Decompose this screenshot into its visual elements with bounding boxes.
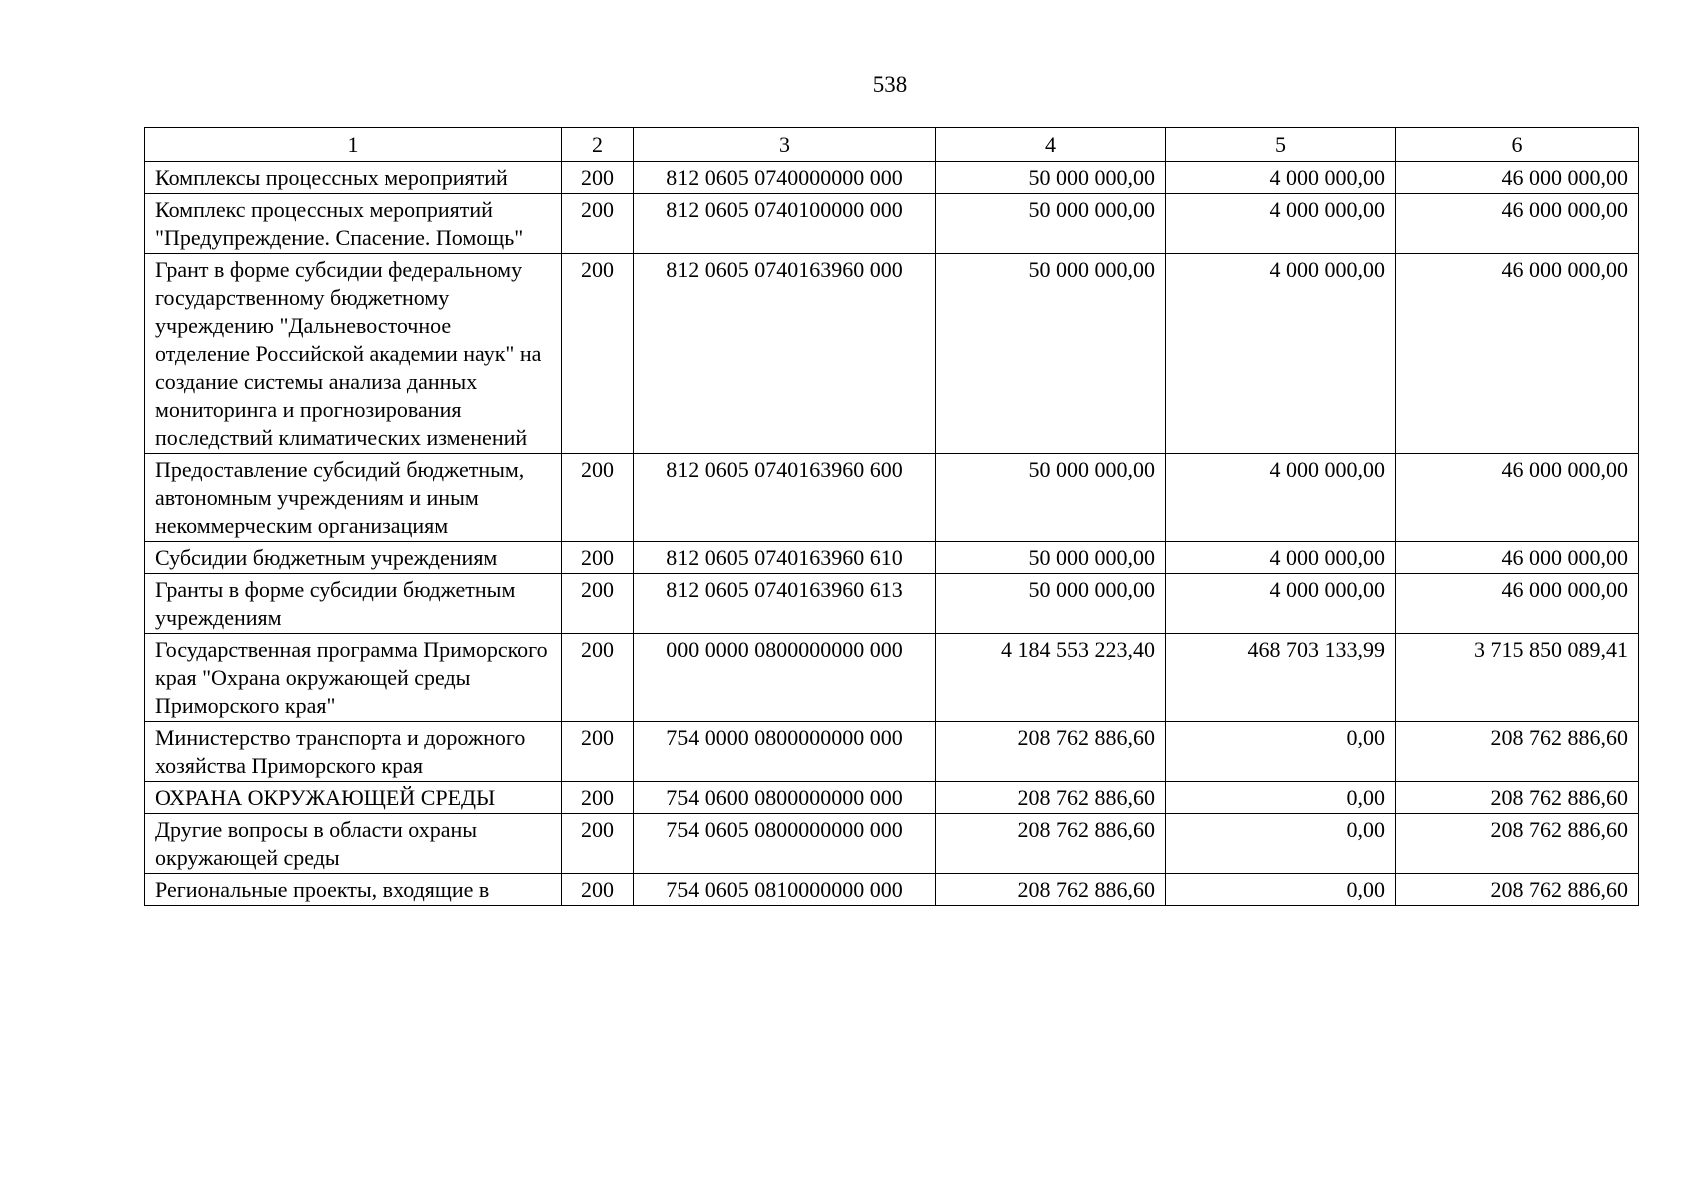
- row-amount-5: 4 000 000,00: [1166, 574, 1396, 634]
- table-row: [145, 162, 1639, 194]
- row-amount-5: 4 000 000,00: [1166, 454, 1396, 542]
- row-amount-6: 208 762 886,60: [1396, 874, 1639, 906]
- row-kbk: 754 0600 0800000000 000: [634, 782, 936, 814]
- row-amount-6: 3 715 850 089,41: [1396, 634, 1639, 722]
- row-amount-5: 4 000 000,00: [1166, 162, 1396, 194]
- row-amount-4: 50 000 000,00: [936, 254, 1166, 454]
- row-name: Грант в форме субсидии федеральному государственному бюджетному учреждению "Дальневосточное отделение Российской академии наук" на создание системы анализа данных мониторинга и прогнозирования последствий климатических изменений: [145, 254, 562, 454]
- page-number: 538: [872, 72, 908, 97]
- row-kbk: 812 0605 0740163960 610: [634, 542, 936, 574]
- row-amount-4: 50 000 000,00: [936, 162, 1166, 194]
- table-row: [145, 542, 1639, 574]
- row-amount-5: 0,00: [1166, 874, 1396, 906]
- row-name: Гранты в форме субсидии бюджетным учреждениям: [145, 574, 562, 634]
- row-amount-6: 46 000 000,00: [1396, 454, 1639, 542]
- column-header-2: 2: [562, 128, 634, 162]
- row-name: Предоставление субсидий бюджетным, автономным учреждениям и иным некоммерческим организациям: [145, 454, 562, 542]
- table-header-row: [145, 128, 1639, 162]
- row-name: ОХРАНА ОКРУЖАЮЩЕЙ СРЕДЫ: [145, 782, 562, 814]
- row-amount-6: 46 000 000,00: [1396, 162, 1639, 194]
- row-kbk: 812 0605 0740163960 600: [634, 454, 936, 542]
- row-code: 200: [562, 782, 634, 814]
- row-name: Другие вопросы в области охраны окружающей среды: [145, 814, 562, 874]
- row-amount-4: 208 762 886,60: [936, 722, 1166, 782]
- column-header-1: 1: [145, 128, 562, 162]
- row-code: 200: [562, 542, 634, 574]
- row-name: Субсидии бюджетным учреждениям: [145, 542, 562, 574]
- table-row: [145, 874, 1639, 906]
- table-row: [145, 254, 1639, 454]
- row-amount-4: 208 762 886,60: [936, 782, 1166, 814]
- table-row: [145, 194, 1639, 254]
- row-amount-4: 208 762 886,60: [936, 874, 1166, 906]
- column-header-6: 6: [1396, 128, 1639, 162]
- table-row: [145, 454, 1639, 542]
- row-code: 200: [562, 634, 634, 722]
- row-name: Комплексы процессных мероприятий: [145, 162, 562, 194]
- column-header-5: 5: [1166, 128, 1396, 162]
- column-header-4: 4: [936, 128, 1166, 162]
- row-kbk: 812 0605 0740163960 613: [634, 574, 936, 634]
- row-amount-6: 46 000 000,00: [1396, 542, 1639, 574]
- row-amount-4: 50 000 000,00: [936, 542, 1166, 574]
- table-row: [145, 634, 1639, 722]
- row-code: 200: [562, 814, 634, 874]
- table-row: [145, 722, 1639, 782]
- row-amount-4: 208 762 886,60: [936, 814, 1166, 874]
- row-code: 200: [562, 194, 634, 254]
- row-code: 200: [562, 254, 634, 454]
- row-amount-6: 46 000 000,00: [1396, 194, 1639, 254]
- table-row: [145, 782, 1639, 814]
- table-row: [145, 574, 1639, 634]
- column-header-3: 3: [634, 128, 936, 162]
- row-name: Министерство транспорта и дорожного хозяйства Приморского края: [145, 722, 562, 782]
- row-amount-6: 208 762 886,60: [1396, 722, 1639, 782]
- row-kbk: 812 0605 0740163960 000: [634, 254, 936, 454]
- budget-table: [144, 127, 1639, 906]
- row-code: 200: [562, 874, 634, 906]
- table-row: [145, 814, 1639, 874]
- row-code: 200: [562, 454, 634, 542]
- row-amount-5: 0,00: [1166, 722, 1396, 782]
- row-code: 200: [562, 162, 634, 194]
- row-amount-5: 0,00: [1166, 782, 1396, 814]
- row-code: 200: [562, 722, 634, 782]
- row-amount-5: 4 000 000,00: [1166, 254, 1396, 454]
- row-amount-4: 50 000 000,00: [936, 574, 1166, 634]
- row-amount-5: 468 703 133,99: [1166, 634, 1396, 722]
- row-amount-6: 208 762 886,60: [1396, 782, 1639, 814]
- row-amount-4: 50 000 000,00: [936, 454, 1166, 542]
- row-name: Государственная программа Приморского края "Охрана окружающей среды Приморского края": [145, 634, 562, 722]
- row-kbk: 812 0605 0740100000 000: [634, 194, 936, 254]
- row-amount-5: 4 000 000,00: [1166, 194, 1396, 254]
- row-code: 200: [562, 574, 634, 634]
- row-amount-6: 208 762 886,60: [1396, 814, 1639, 874]
- row-amount-5: 4 000 000,00: [1166, 542, 1396, 574]
- row-kbk: 754 0605 0800000000 000: [634, 814, 936, 874]
- row-amount-6: 46 000 000,00: [1396, 254, 1639, 454]
- row-name: Комплекс процессных мероприятий "Предупреждение. Спасение. Помощь": [145, 194, 562, 254]
- row-amount-5: 0,00: [1166, 814, 1396, 874]
- row-kbk: 754 0000 0800000000 000: [634, 722, 936, 782]
- row-name: Региональные проекты, входящие в: [145, 874, 562, 906]
- row-kbk: 000 0000 0800000000 000: [634, 634, 936, 722]
- row-amount-4: 50 000 000,00: [936, 194, 1166, 254]
- row-amount-4: 4 184 553 223,40: [936, 634, 1166, 722]
- row-amount-6: 46 000 000,00: [1396, 574, 1639, 634]
- row-kbk: 812 0605 0740000000 000: [634, 162, 936, 194]
- row-kbk: 754 0605 0810000000 000: [634, 874, 936, 906]
